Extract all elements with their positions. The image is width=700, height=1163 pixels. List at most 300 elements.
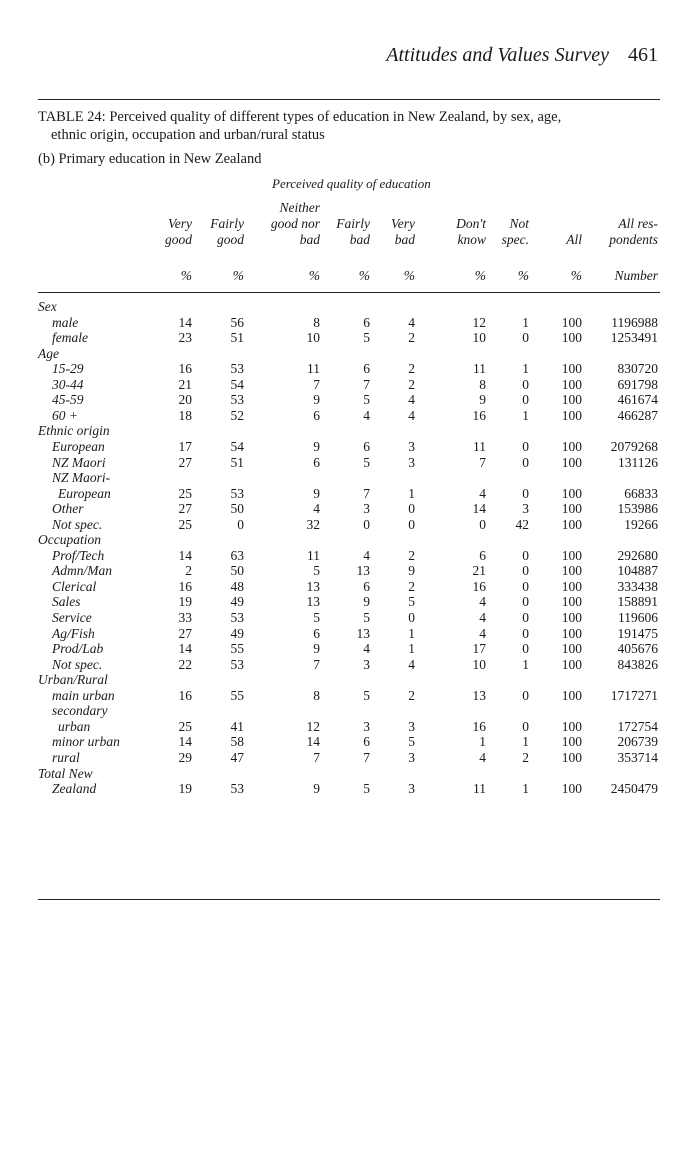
table-category-row xyxy=(0,346,700,361)
header-not-spec: Not spec. xyxy=(501,216,529,247)
row-label: NZ Maori xyxy=(52,454,106,470)
cell-fairly-bad: 4 xyxy=(363,641,370,657)
table-row xyxy=(0,657,700,672)
bottom-rule xyxy=(38,899,660,900)
cell-not-spec: 0 xyxy=(522,610,529,625)
cell-all: 100 xyxy=(561,361,582,377)
cell-neither: 7 xyxy=(313,376,320,392)
cell-number: 119606 xyxy=(618,610,658,625)
cell-neither: 12 xyxy=(306,718,320,734)
cell-all: 100 xyxy=(561,563,582,579)
table-row xyxy=(0,703,700,718)
cell-dont-know: 7 xyxy=(479,454,486,470)
cell-dont-know: 12 xyxy=(472,314,486,330)
cell-fairly-good: 47 xyxy=(230,749,244,765)
table-row xyxy=(0,392,700,407)
cell-fairly-good: 53 xyxy=(230,485,244,501)
cell-very-good: 33 xyxy=(178,610,192,625)
page-number: 461 xyxy=(628,44,658,66)
cell-very-bad: 2 xyxy=(408,578,415,594)
cell-all: 100 xyxy=(561,438,582,454)
header-all-respondents: All res- pondents xyxy=(609,216,658,247)
cell-not-spec: 1 xyxy=(522,314,529,330)
row-label: Ag/Fish xyxy=(52,625,95,641)
cell-number: 1196988 xyxy=(611,314,658,330)
row-label: Sex xyxy=(38,299,57,314)
cell-fairly-good: 55 xyxy=(230,641,244,657)
table-category-row xyxy=(0,672,700,687)
unit-fairly-good: % xyxy=(232,268,244,283)
cell-fairly-bad: 3 xyxy=(363,501,370,517)
cell-all: 100 xyxy=(561,656,582,672)
cell-all: 100 xyxy=(561,485,582,501)
cell-fairly-bad: 5 xyxy=(363,781,370,797)
cell-not-spec: 0 xyxy=(522,563,529,579)
cell-fairly-good: 63 xyxy=(230,547,244,563)
cell-fairly-good: 55 xyxy=(230,687,244,703)
unit-very-good: % xyxy=(180,268,192,283)
cell-number: 830720 xyxy=(617,361,658,377)
cell-neither: 8 xyxy=(313,687,320,703)
row-label: Urban/Rural xyxy=(38,672,108,688)
cell-neither: 6 xyxy=(313,625,320,641)
cell-very-good: 25 xyxy=(178,718,192,734)
cell-very-good: 19 xyxy=(178,781,192,797)
cell-number: 191475 xyxy=(617,625,658,641)
cell-fairly-bad: 6 xyxy=(363,314,370,330)
cell-neither: 10 xyxy=(306,330,320,346)
row-label: Clerical xyxy=(52,578,97,594)
cell-dont-know: 1 xyxy=(479,734,486,750)
row-label: Not spec. xyxy=(52,516,103,532)
cell-very-good: 25 xyxy=(178,485,192,501)
cell-very-good: 14 xyxy=(178,547,192,563)
cell-dont-know: 14 xyxy=(472,501,486,517)
cell-very-bad: 2 xyxy=(408,330,415,346)
cell-all: 100 xyxy=(561,781,582,797)
cell-not-spec: 2 xyxy=(522,749,529,765)
cell-fairly-bad: 6 xyxy=(363,361,370,377)
cell-all: 100 xyxy=(561,547,582,563)
cell-very-bad: 9 xyxy=(408,563,415,579)
cell-very-good: 27 xyxy=(178,501,192,517)
cell-fairly-bad: 7 xyxy=(363,376,370,392)
cell-fairly-bad: 5 xyxy=(363,687,370,703)
header-very-good: Very good xyxy=(165,216,192,247)
cell-fairly-good: 51 xyxy=(230,454,244,470)
cell-very-good: 16 xyxy=(178,578,192,594)
unit-neither: % xyxy=(308,268,320,283)
row-label: 60 + xyxy=(52,407,78,423)
cell-neither: 8 xyxy=(313,314,320,330)
cell-very-good: 27 xyxy=(178,454,192,470)
cell-very-bad: 5 xyxy=(408,594,415,610)
cell-dont-know: 4 xyxy=(479,749,486,765)
cell-dont-know: 16 xyxy=(472,407,486,423)
cell-dont-know: 8 xyxy=(479,376,486,392)
row-label: Age xyxy=(38,345,59,361)
cell-not-spec: 0 xyxy=(522,438,529,454)
table-row xyxy=(0,626,700,641)
cell-number: 405676 xyxy=(617,641,658,657)
table-category-row xyxy=(0,766,700,781)
cell-all: 100 xyxy=(561,749,582,765)
cell-fairly-bad: 3 xyxy=(363,656,370,672)
cell-number: 206739 xyxy=(617,734,658,750)
cell-neither: 7 xyxy=(313,749,320,765)
table-row xyxy=(0,470,700,485)
cell-all: 100 xyxy=(561,454,582,470)
top-rule xyxy=(38,99,660,100)
table-row xyxy=(0,377,700,392)
table-row xyxy=(0,688,700,703)
cell-fairly-bad: 6 xyxy=(363,578,370,594)
unit-fairly-bad: % xyxy=(358,268,370,283)
cell-dont-know: 4 xyxy=(479,625,486,641)
cell-number: 172754 xyxy=(617,718,658,734)
cell-very-bad: 4 xyxy=(408,656,415,672)
cell-number: 131126 xyxy=(618,454,658,470)
cell-not-spec: 0 xyxy=(522,392,529,408)
cell-not-spec: 0 xyxy=(522,718,529,734)
cell-fairly-bad: 5 xyxy=(363,330,370,346)
row-label: urban xyxy=(58,718,91,734)
cell-not-spec: 1 xyxy=(522,361,529,377)
cell-fairly-bad: 4 xyxy=(363,547,370,563)
cell-not-spec: 0 xyxy=(522,485,529,501)
cell-very-bad: 2 xyxy=(408,361,415,377)
table-row xyxy=(0,486,700,501)
cell-fairly-bad: 13 xyxy=(356,563,370,579)
cell-not-spec: 3 xyxy=(522,501,529,517)
cell-all: 100 xyxy=(561,578,582,594)
cell-fairly-bad: 13 xyxy=(356,625,370,641)
table-row xyxy=(0,330,700,345)
table-row xyxy=(0,610,700,625)
cell-dont-know: 16 xyxy=(472,578,486,594)
cell-very-good: 16 xyxy=(178,687,192,703)
cell-fairly-good: 53 xyxy=(230,781,244,797)
cell-number: 158891 xyxy=(617,594,658,610)
cell-very-good: 14 xyxy=(178,641,192,657)
cell-very-bad: 4 xyxy=(408,314,415,330)
cell-fairly-bad: 5 xyxy=(363,454,370,470)
cell-very-good: 14 xyxy=(178,734,192,750)
cell-not-spec: 1 xyxy=(522,734,529,750)
cell-neither: 6 xyxy=(313,407,320,423)
cell-number: 691798 xyxy=(617,376,658,392)
cell-not-spec: 0 xyxy=(522,594,529,610)
cell-not-spec: 0 xyxy=(522,641,529,657)
cell-very-good: 18 xyxy=(178,407,192,423)
cell-not-spec: 0 xyxy=(522,578,529,594)
cell-neither: 11 xyxy=(307,361,320,377)
cell-number: 1253491 xyxy=(610,330,658,346)
cell-very-good: 25 xyxy=(178,516,192,532)
cell-neither: 9 xyxy=(313,438,320,454)
cell-number: 353714 xyxy=(617,749,658,765)
table-row xyxy=(0,563,700,578)
table-row xyxy=(0,501,700,516)
cell-all: 100 xyxy=(561,501,582,517)
row-label: Prod/Lab xyxy=(52,641,104,657)
cell-dont-know: 13 xyxy=(472,687,486,703)
table-row xyxy=(0,361,700,376)
row-label: European xyxy=(58,485,111,501)
cell-very-good: 14 xyxy=(178,314,192,330)
cell-fairly-good: 49 xyxy=(230,594,244,610)
table-category-row xyxy=(0,299,700,314)
table-row xyxy=(0,315,700,330)
table-row xyxy=(0,455,700,470)
cell-very-bad: 2 xyxy=(408,376,415,392)
cell-neither: 9 xyxy=(313,781,320,797)
header-all: All xyxy=(566,232,582,247)
unit-very-bad: % xyxy=(403,268,415,283)
cell-neither: 5 xyxy=(313,610,320,625)
table-subtitle: (b) Primary education in New Zealand xyxy=(38,151,262,167)
cell-very-bad: 0 xyxy=(408,501,415,517)
cell-fairly-good: 53 xyxy=(230,361,244,377)
cell-all: 100 xyxy=(561,407,582,423)
cell-fairly-good: 58 xyxy=(230,734,244,750)
cell-very-good: 17 xyxy=(178,438,192,454)
running-head xyxy=(38,44,658,67)
cell-very-bad: 0 xyxy=(408,516,415,532)
cell-neither: 9 xyxy=(313,392,320,408)
cell-fairly-good: 48 xyxy=(230,578,244,594)
cell-very-bad: 1 xyxy=(408,625,415,641)
cell-neither: 4 xyxy=(313,501,320,517)
cell-fairly-bad: 5 xyxy=(363,610,370,625)
row-label: secondary xyxy=(52,703,108,719)
row-label: Prof/Tech xyxy=(52,547,105,563)
header-very-bad: Very bad xyxy=(391,216,415,247)
table-row xyxy=(0,517,700,532)
cell-very-bad: 2 xyxy=(408,547,415,563)
header-rule xyxy=(38,292,660,293)
cell-all: 100 xyxy=(561,734,582,750)
header-fairly-bad: Fairly bad xyxy=(336,216,370,247)
cell-neither: 11 xyxy=(307,547,320,563)
cell-neither: 13 xyxy=(306,594,320,610)
cell-dont-know: 17 xyxy=(472,641,486,657)
caption-line-2: ethnic origin, occupation and urban/rural status xyxy=(51,127,325,143)
cell-fairly-good: 51 xyxy=(230,330,244,346)
cell-fairly-bad: 0 xyxy=(363,516,370,532)
cell-dont-know: 4 xyxy=(479,485,486,501)
cell-all: 100 xyxy=(561,625,582,641)
cell-fairly-bad: 6 xyxy=(363,734,370,750)
cell-all: 100 xyxy=(561,314,582,330)
cell-very-good: 22 xyxy=(178,656,192,672)
caption-line-1: TABLE 24: Perceived quality of different types of education in New Zealand, by sex, age, xyxy=(38,109,562,125)
cell-very-bad: 4 xyxy=(408,407,415,423)
cell-neither: 6 xyxy=(313,454,320,470)
cell-fairly-bad: 3 xyxy=(363,718,370,734)
cell-very-bad: 3 xyxy=(408,718,415,734)
cell-fairly-good: 49 xyxy=(230,625,244,641)
row-label: Total New xyxy=(38,765,93,781)
cell-fairly-good: 53 xyxy=(230,392,244,408)
table-row xyxy=(0,781,700,796)
cell-number: 292680 xyxy=(617,547,658,563)
cell-dont-know: 11 xyxy=(473,781,486,797)
header-dont-know: Don't know xyxy=(456,216,486,247)
cell-fairly-good: 53 xyxy=(230,656,244,672)
cell-dont-know: 11 xyxy=(473,438,486,454)
cell-dont-know: 9 xyxy=(479,392,486,408)
row-label: Not spec. xyxy=(52,656,103,672)
row-label: minor urban xyxy=(52,734,120,750)
cell-neither: 5 xyxy=(313,563,320,579)
cell-not-spec: 0 xyxy=(522,625,529,641)
cell-number: 2450479 xyxy=(610,781,658,797)
cell-neither: 9 xyxy=(313,641,320,657)
cell-fairly-good: 0 xyxy=(237,516,244,532)
cell-dont-know: 16 xyxy=(472,718,486,734)
table-row xyxy=(0,439,700,454)
cell-not-spec: 0 xyxy=(522,376,529,392)
cell-very-bad: 0 xyxy=(408,610,415,625)
cell-fairly-bad: 9 xyxy=(363,594,370,610)
row-label: Service xyxy=(52,610,92,625)
row-label: European xyxy=(52,438,105,454)
cell-dont-know: 11 xyxy=(473,361,486,377)
cell-all: 100 xyxy=(561,330,582,346)
cell-very-bad: 5 xyxy=(408,734,415,750)
cell-fairly-bad: 6 xyxy=(363,438,370,454)
cell-dont-know: 21 xyxy=(472,563,486,579)
cell-fairly-good: 54 xyxy=(230,376,244,392)
cell-not-spec: 1 xyxy=(522,407,529,423)
cell-fairly-bad: 4 xyxy=(363,407,370,423)
cell-number: 466287 xyxy=(617,407,658,423)
cell-number: 461674 xyxy=(617,392,658,408)
cell-all: 100 xyxy=(561,687,582,703)
cell-fairly-good: 53 xyxy=(230,610,244,625)
table-row xyxy=(0,641,700,656)
cell-very-good: 16 xyxy=(178,361,192,377)
cell-fairly-bad: 5 xyxy=(363,392,370,408)
row-label: NZ Maori- xyxy=(52,470,111,486)
row-label: Occupation xyxy=(38,532,101,548)
cell-all: 100 xyxy=(561,376,582,392)
cell-fairly-bad: 7 xyxy=(363,749,370,765)
cell-very-bad: 3 xyxy=(408,781,415,797)
perceived-quality-label: Perceived quality of education xyxy=(272,176,431,191)
cell-fairly-good: 50 xyxy=(230,563,244,579)
table-row xyxy=(0,408,700,423)
cell-all: 100 xyxy=(561,718,582,734)
cell-not-spec: 42 xyxy=(515,516,529,532)
cell-very-bad: 3 xyxy=(408,749,415,765)
cell-neither: 7 xyxy=(313,656,320,672)
table-row xyxy=(0,750,700,765)
cell-all: 100 xyxy=(561,392,582,408)
cell-very-bad: 2 xyxy=(408,687,415,703)
cell-neither: 9 xyxy=(313,485,320,501)
row-label: Ethnic origin xyxy=(38,423,110,439)
cell-very-bad: 3 xyxy=(408,438,415,454)
cell-fairly-good: 41 xyxy=(230,718,244,734)
table-row xyxy=(0,594,700,609)
cell-all: 100 xyxy=(561,641,582,657)
cell-all: 100 xyxy=(561,516,582,532)
cell-dont-know: 4 xyxy=(479,610,486,625)
cell-not-spec: 1 xyxy=(522,656,529,672)
cell-fairly-good: 54 xyxy=(230,438,244,454)
unit-all: % xyxy=(570,268,582,283)
cell-very-bad: 1 xyxy=(408,641,415,657)
cell-fairly-good: 52 xyxy=(230,407,244,423)
row-label: main urban xyxy=(52,687,115,703)
table-row xyxy=(0,719,700,734)
cell-not-spec: 0 xyxy=(522,547,529,563)
cell-dont-know: 0 xyxy=(479,516,486,532)
unit-not-spec: % xyxy=(517,268,529,283)
row-label: female xyxy=(52,330,88,346)
row-label: Zealand xyxy=(52,781,97,797)
cell-not-spec: 1 xyxy=(522,781,529,797)
row-label: Other xyxy=(52,501,84,517)
cell-very-bad: 3 xyxy=(408,454,415,470)
header-fairly-good: Fairly good xyxy=(210,216,244,247)
running-head-title: Attitudes and Values Survey xyxy=(386,44,609,66)
row-label: rural xyxy=(52,749,80,765)
cell-number: 66833 xyxy=(624,485,658,501)
cell-neither: 32 xyxy=(306,516,320,532)
cell-dont-know: 10 xyxy=(472,656,486,672)
cell-number: 153986 xyxy=(617,501,658,517)
row-label: male xyxy=(52,314,79,330)
row-label: 15-29 xyxy=(52,361,84,377)
cell-dont-know: 10 xyxy=(472,330,486,346)
cell-neither: 14 xyxy=(306,734,320,750)
cell-number: 333438 xyxy=(617,578,658,594)
table-category-row xyxy=(0,423,700,438)
table-category-row xyxy=(0,532,700,547)
cell-number: 843826 xyxy=(617,656,658,672)
table-row xyxy=(0,734,700,749)
cell-very-good: 21 xyxy=(178,376,192,392)
row-label: Sales xyxy=(52,594,81,610)
unit-number: Number xyxy=(614,268,658,283)
cell-very-good: 19 xyxy=(178,594,192,610)
cell-very-good: 27 xyxy=(178,625,192,641)
cell-not-spec: 0 xyxy=(522,330,529,346)
row-label: Admn/Man xyxy=(52,563,112,579)
row-label: 30-44 xyxy=(52,376,84,392)
table-caption xyxy=(38,108,660,144)
cell-very-good: 29 xyxy=(178,749,192,765)
header-neither: Neither good nor bad xyxy=(270,200,320,247)
cell-all: 100 xyxy=(561,594,582,610)
table-row xyxy=(0,579,700,594)
row-label: 45-59 xyxy=(52,392,84,408)
cell-neither: 13 xyxy=(306,578,320,594)
table-row xyxy=(0,548,700,563)
cell-very-good: 23 xyxy=(178,330,192,346)
cell-very-good: 20 xyxy=(178,392,192,408)
cell-dont-know: 6 xyxy=(479,547,486,563)
cell-very-bad: 1 xyxy=(408,485,415,501)
cell-fairly-good: 56 xyxy=(230,314,244,330)
cell-dont-know: 4 xyxy=(479,594,486,610)
cell-very-good: 2 xyxy=(185,563,192,579)
cell-number: 104887 xyxy=(617,563,658,579)
cell-number: 19266 xyxy=(624,516,658,532)
